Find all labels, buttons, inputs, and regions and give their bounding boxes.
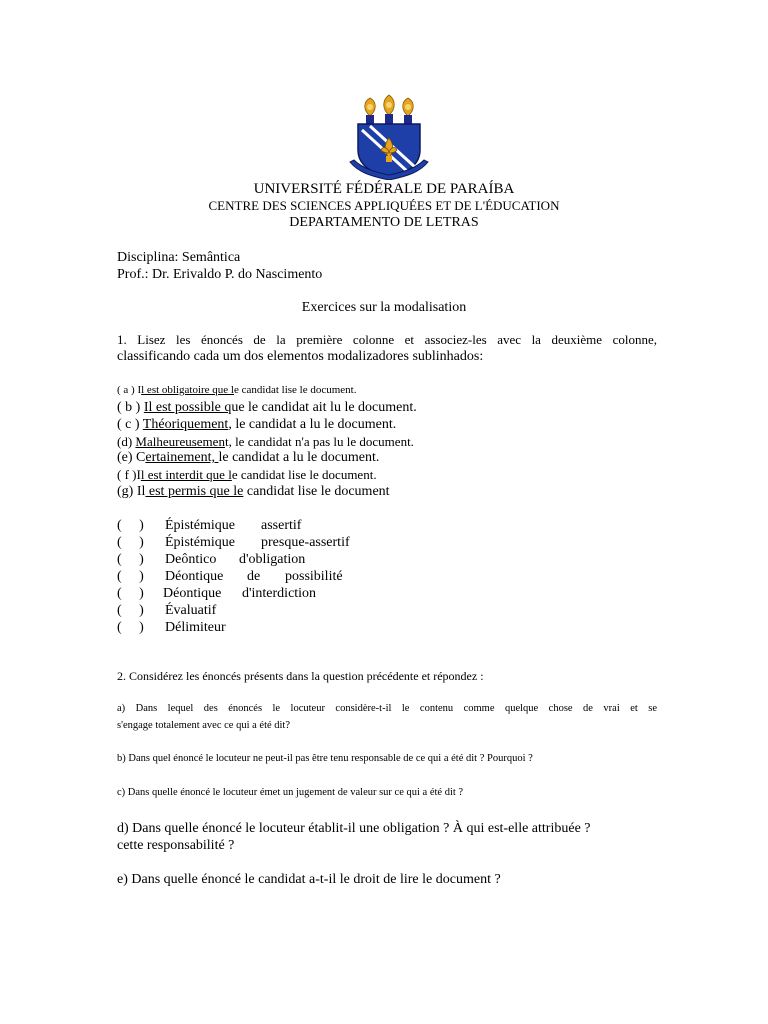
university-crest-logo (348, 94, 430, 180)
statement-g: (g) Il est permis que le candidat lise le document (117, 484, 390, 499)
statement-d: (d) Malheureusement, le candidat n'a pas lu le document. (117, 434, 414, 449)
q2-b: b) Dans quel énoncé le locuteur ne peut-il pas être tenu responsable de ce qui a été dit ? Pourquoi ? (117, 753, 533, 764)
q2-a-line1: a) Dans lequel des énoncés le locuteur considère-t-il le contenu comme quelque chose de vrai et se (117, 703, 657, 714)
q2-a-line2: s'engage totalement avec ce qui a été dit? (117, 720, 291, 731)
blank-parentheses[interactable]: ( ) (117, 620, 144, 635)
option-row: ( ) Délimiteur (117, 620, 226, 635)
q2-c: c) Dans quelle énoncé le locuteur émet un jugement de valeur sur ce qui a été dit ? (117, 787, 464, 798)
torch-flames (365, 95, 414, 116)
statement-f: ( f )Il est interdit que le candidat lise le document. (117, 467, 377, 482)
blank-parentheses[interactable]: ( ) (117, 586, 144, 601)
statement-c: ( c ) Théoriquement, le candidat a lu le document. (117, 417, 397, 432)
q2-intro: 2. Considérez les énoncés présents dans la question précédente et répondez : (117, 669, 484, 683)
q2-d-line2: cette responsabilité ? (117, 838, 235, 853)
q2-e: e) Dans quelle énoncé le candidat a-t-il le droit de lire le document ? (117, 872, 501, 887)
q2-d-line1: d) Dans quelle énoncé le locuteur établit-il une obligation ? À qui est-elle attribuée ? (117, 821, 591, 836)
option-row: ( ) Déontique de possibilité (117, 569, 343, 584)
option-row: ( ) Évaluatif (117, 603, 217, 618)
q1-instruction-line1: 1. Lisez les énoncés de la première colonne et associez-les avec la deuxième colonne, (117, 332, 657, 347)
blank-parentheses[interactable]: ( ) (117, 569, 144, 584)
university-name: UNIVERSITÉ FÉDÉRALE DE PARAÍBA (253, 181, 515, 197)
statement-e: (e) Certainement, le candidat a lu le document. (117, 450, 380, 465)
statement-a: ( a ) Il est obligatoire que le candidat lise le document. (117, 384, 357, 396)
blank-parentheses[interactable]: ( ) (117, 603, 144, 618)
option-row: ( ) Épistémique presque-assertif (117, 535, 350, 550)
option-row: ( ) Épistémique assertif (117, 518, 302, 533)
exercise-title: Exercices sur la modalisation (301, 300, 467, 315)
blank-parentheses[interactable]: ( ) (117, 535, 144, 550)
department-name: DEPARTAMENTO DE LETRAS (289, 215, 479, 230)
statement-b: ( b ) Il est possible que le candidat ait lu le document. (117, 400, 417, 415)
professor-line: Prof.: Dr. Erivaldo P. do Nascimento (117, 267, 323, 282)
option-row: ( ) Deôntico d'obligation (117, 552, 306, 567)
blank-parentheses[interactable]: ( ) (117, 518, 144, 533)
discipline-line: Disciplina: Semântica (117, 250, 241, 265)
blank-parentheses[interactable]: ( ) (117, 552, 144, 567)
option-row: ( ) Déontique d'interdiction (117, 586, 317, 601)
centre-name: CENTRE DES SCIENCES APPLIQUÉES ET DE L'ÉDUCATION (208, 198, 560, 213)
q1-instruction-line2: classificando cada um dos elementos modalizadores sublinhados: (117, 349, 484, 364)
